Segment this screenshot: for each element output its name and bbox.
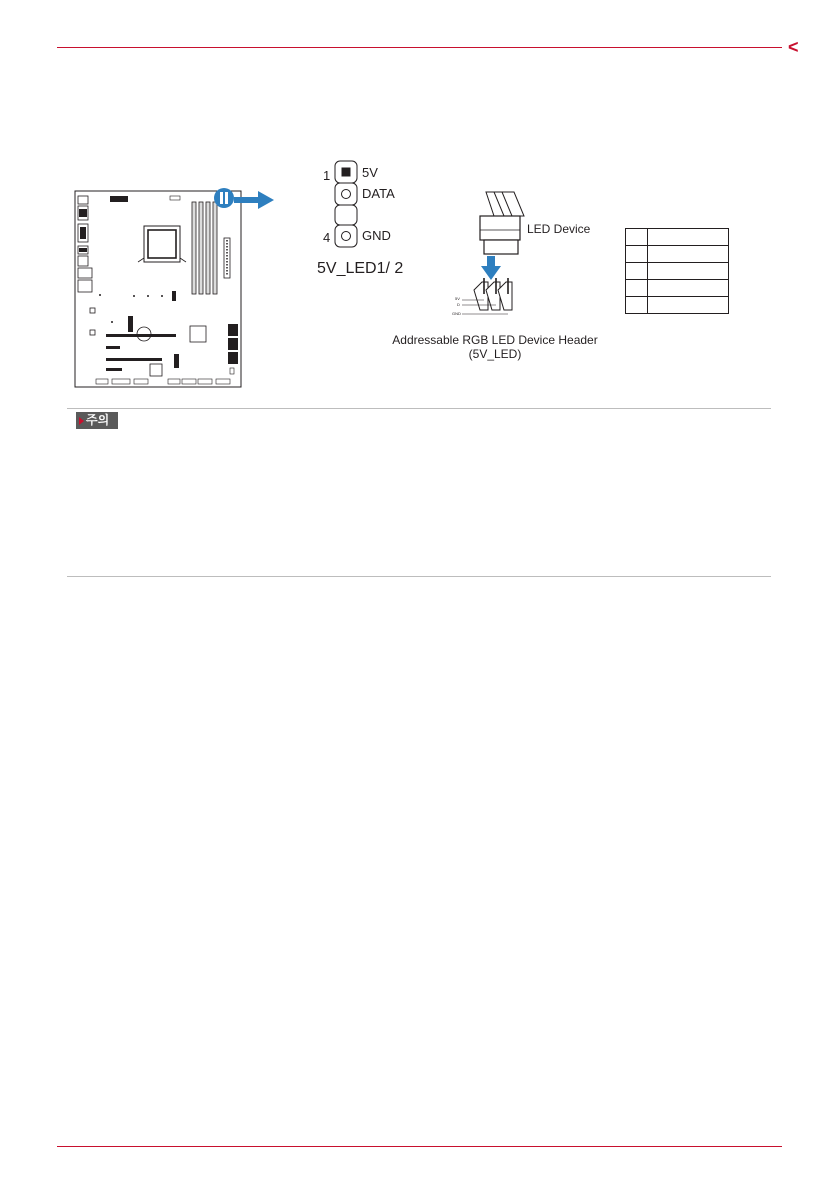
table-cell-pin [626,297,648,314]
device-pin-label-d: D [457,302,460,307]
bottom-rule [57,1146,782,1147]
pin-label-5v: 5V [362,165,378,180]
table-cell-signal [648,297,729,314]
header-pins-diagram [334,160,360,250]
motherboard-diagram [74,190,244,390]
pin-label-gnd: GND [362,228,391,243]
table-cell-pin [626,229,648,246]
table-row [626,297,729,314]
pin-assignment-table [625,228,729,314]
table-cell-signal [648,229,729,246]
device-caption-line2: (5V_LED) [468,347,522,361]
table-cell-pin [626,280,648,297]
table-row [626,280,729,297]
device-pin-label-gnd: GND [452,311,461,316]
led-device-label: LED Device [527,222,591,236]
caution-badge [76,412,118,429]
device-caption-line1: Addressable RGB LED Device Header [392,333,598,347]
device-pin-label-5v: 5V [455,296,460,301]
pin-number-1: 1 [323,168,331,183]
back-nav-icon[interactable]: < [788,37,799,57]
table-cell-signal [648,263,729,280]
table-row [626,246,729,263]
note-divider-bottom [67,576,771,577]
led-device-connector-icon [450,186,530,326]
note-divider-top [67,408,771,409]
table-cell-pin [626,246,648,263]
table-cell-signal [648,246,729,263]
caution-triangle-icon [79,417,84,425]
table-cell-signal [648,280,729,297]
pin-number-4: 4 [323,230,331,245]
location-arrow-icon [212,186,276,216]
table-cell-pin [626,263,648,280]
header-name: 5V_LED1/ 2 [317,260,404,277]
pin-label-data: DATA [362,186,395,201]
top-rule [57,47,782,48]
table-row [626,263,729,280]
caution-badge-label: 주의 [86,413,110,427]
table-row [626,229,729,246]
